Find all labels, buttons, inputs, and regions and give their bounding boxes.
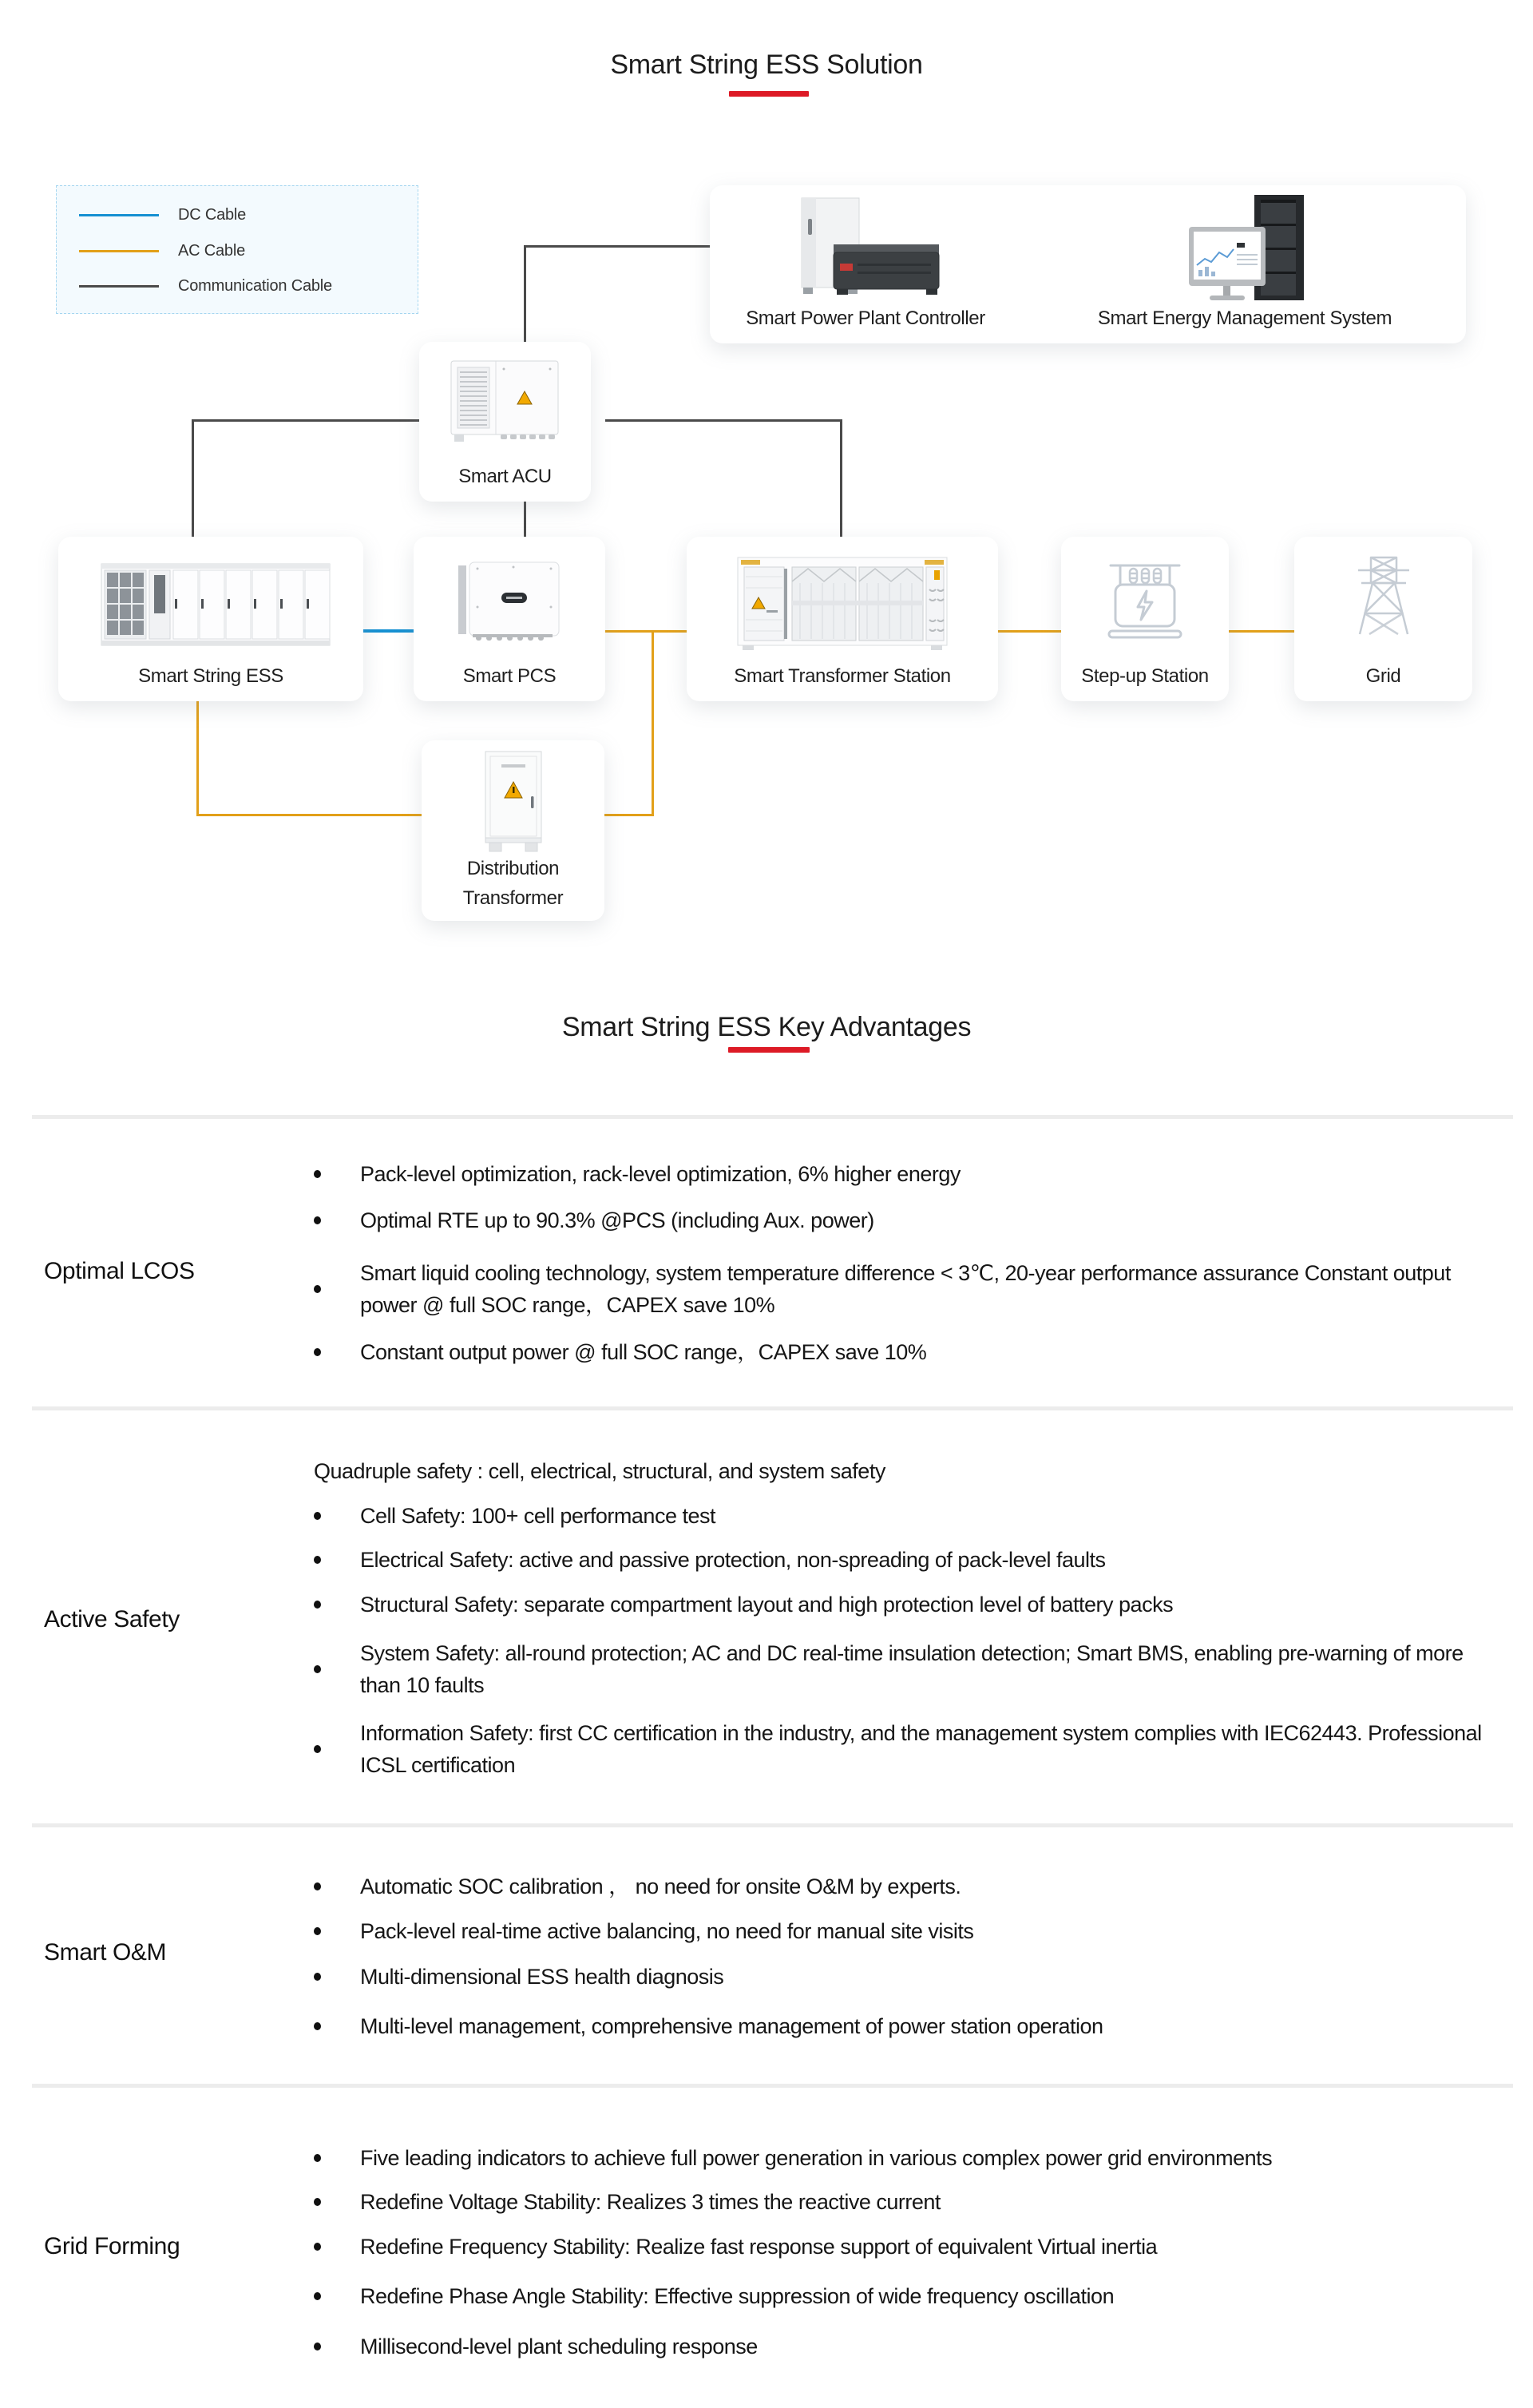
- bullet-dot-icon: [314, 1927, 321, 1935]
- smart-string-ess-image: [87, 557, 335, 653]
- bullet-dot-icon: [314, 2022, 321, 2030]
- stepup-label: Step-up Station: [1081, 665, 1209, 687]
- diagram-title: Smart String ESS Solution: [610, 50, 923, 80]
- step-up-station-card: [1061, 537, 1229, 701]
- bullet-text: Redefine Voltage Stability: Realizes 3 times the reactive current: [360, 2190, 941, 2214]
- bullet-dot-icon: [314, 1745, 321, 1753]
- bullet-item: [307, 1158, 1505, 1190]
- bullet-dot-icon: [314, 2243, 321, 2251]
- smart-transformer-station-image: [735, 551, 950, 655]
- bullet-text: System Safety: all-round protection; AC and DC real-time insulation detection; Smart BMS, enabling pre-warning of more than 10 faults: [360, 1641, 1464, 1697]
- section-intro: Quadruple safety : cell, electrical, structural, and system safety: [314, 1459, 885, 1483]
- legend-row-comm: [57, 277, 418, 295]
- smart-pcs-card: [414, 537, 605, 701]
- acu-label: Smart ACU: [458, 466, 552, 487]
- smart-pcs-image: [455, 559, 563, 642]
- advantages-title-underline: [728, 1047, 810, 1053]
- bullet-text: Multi-level management, comprehensive management of power station operation: [360, 2014, 1103, 2038]
- energy-management-system-image: [1157, 192, 1333, 313]
- bullet-text: Smart liquid cooling technology, system temperature difference < 3℃, 20-year performance assurance Constant output power @ full SOC range，CAPEX save 10%: [360, 1261, 1451, 1317]
- legend-label: AC Cable: [178, 242, 245, 260]
- bullet-dot-icon: [314, 1216, 321, 1224]
- bullet-text: Optimal RTE up to 90.3% @PCS (including Aux. power): [360, 1208, 874, 1232]
- section-label-grid-forming: Grid Forming: [44, 2233, 180, 2259]
- grid-label: Grid: [1365, 665, 1401, 687]
- smart-string-ess-card: [58, 537, 363, 701]
- ems-label: Smart Energy Management System: [1097, 307, 1392, 329]
- transformer-station-label: Smart Transformer Station: [734, 665, 951, 687]
- communication-cable-line: [524, 245, 526, 345]
- advantages-title: Smart String ESS Key Advantages: [561, 1012, 972, 1042]
- bullet-dot-icon: [314, 1601, 321, 1609]
- section-divider: [32, 1406, 1513, 1410]
- bullet-text: Cell Safety: 100+ cell performance test: [360, 1504, 715, 1528]
- legend-row-dc: [57, 206, 418, 224]
- diagram-title-underline: [729, 91, 809, 97]
- legend-label: Communication Cable: [178, 277, 332, 295]
- section-label-optimal-lcos: Optimal LCOS: [44, 1258, 195, 1284]
- bullet-item: [307, 1915, 1505, 1947]
- grid-tower-icon: [1350, 551, 1417, 639]
- bullet-item: [307, 2186, 1505, 2218]
- bullet-text: Information Safety: first CC certification in the industry, and the management system complies with IEC62443. Professional ICSL certification: [360, 1721, 1482, 1777]
- ac-cable-swatch-icon: [79, 250, 159, 252]
- communication-cable-line: [192, 419, 194, 539]
- bullet-item: [307, 1637, 1505, 1701]
- bullet-dot-icon: [314, 1285, 321, 1293]
- dc-cable-line: [363, 629, 414, 633]
- bullet-text: Multi-dimensional ESS health diagnosis: [360, 1965, 724, 1989]
- communication-cable-line: [840, 419, 842, 539]
- bullet-text: Redefine Phase Angle Stability: Effective suppression of wide frequency oscillation: [360, 2284, 1115, 2308]
- step-up-station-icon: [1101, 553, 1189, 642]
- controller-label: Smart Power Plant Controller: [746, 307, 985, 329]
- bullet-dot-icon: [314, 1665, 321, 1673]
- bullet-item: [307, 2142, 1505, 2174]
- bullet-item: [307, 2280, 1505, 2312]
- communication-cable-swatch-icon: [79, 285, 159, 288]
- bullet-item: [307, 1717, 1505, 1781]
- ess-label: Smart String ESS: [138, 665, 283, 687]
- bullet-dot-icon: [314, 1512, 321, 1520]
- bullet-dot-icon: [314, 2343, 321, 2350]
- bullet-dot-icon: [314, 1556, 321, 1564]
- bullet-dot-icon: [314, 2198, 321, 2206]
- pcs-label: Smart PCS: [462, 665, 557, 687]
- smart-acu-card: [419, 342, 591, 502]
- ac-cable-line: [196, 701, 199, 816]
- bullet-dot-icon: [314, 2292, 321, 2300]
- bullet-text: Pack-level real-time active balancing, no need for manual site visits: [360, 1919, 974, 1943]
- bullet-item: [307, 1870, 1505, 1902]
- communication-cable-line: [524, 245, 710, 248]
- bullet-item: [307, 1589, 1505, 1621]
- bullet-item: [307, 1336, 1505, 1368]
- bullet-text: Constant output power @ full SOC range，CAPEX save 10%: [360, 1340, 927, 1364]
- bullet-item: [307, 1257, 1505, 1321]
- ac-cable-line: [1229, 630, 1294, 633]
- bullet-item: [307, 2331, 1505, 2362]
- distribution-transformer-card: [422, 740, 604, 921]
- section-divider: [32, 1823, 1513, 1827]
- legend-label: DC Cable: [178, 206, 247, 224]
- smart-transformer-station-card: [687, 537, 998, 701]
- bullet-item: [307, 2010, 1505, 2042]
- section-divider: [32, 2084, 1513, 2088]
- bullet-dot-icon: [314, 1348, 321, 1356]
- bullet-dot-icon: [314, 1170, 321, 1178]
- cable-legend: [56, 185, 418, 314]
- section-label-smart-om: Smart O&M: [44, 1939, 167, 1966]
- ac-cable-line: [605, 630, 687, 633]
- ac-cable-line: [652, 630, 654, 816]
- bullet-item: [307, 2231, 1505, 2263]
- legend-row-ac: [57, 242, 418, 260]
- controller-ems-card: [710, 185, 1466, 343]
- bullet-text: Five leading indicators to achieve full power generation in various complex power grid environments: [360, 2146, 1273, 2170]
- communication-cable-line: [192, 419, 419, 422]
- bullet-item: [307, 1961, 1505, 1993]
- section-divider: [32, 1115, 1513, 1119]
- section-label-active-safety: Active Safety: [44, 1606, 180, 1632]
- bullet-text: Automatic SOC calibration ， no need for onsite O&M by experts.: [360, 1874, 961, 1898]
- communication-cable-line: [524, 502, 526, 539]
- bullet-text: Pack-level optimization, rack-level optimization, 6% higher energy: [360, 1162, 961, 1186]
- communication-cable-line: [605, 419, 842, 422]
- bullet-text: Electrical Safety: active and passive protection, non-spreading of pack-level faults: [360, 1548, 1106, 1572]
- dc-cable-swatch-icon: [79, 214, 159, 216]
- dist-transformer-label: Distribution Transformer: [462, 858, 564, 909]
- smart-acu-image: [445, 358, 564, 444]
- distribution-transformer-image: [477, 748, 549, 859]
- grid-card: [1294, 537, 1472, 701]
- bullet-item: [307, 1544, 1505, 1576]
- bullet-dot-icon: [314, 2154, 321, 2162]
- bullet-text: Structural Safety: separate compartment layout and high protection level of battery packs: [360, 1593, 1174, 1617]
- power-plant-controller-image: [778, 195, 945, 311]
- bullet-text: Redefine Frequency Stability: Realize fast response support of equivalent Virtual inertia: [360, 2235, 1158, 2259]
- bullet-dot-icon: [314, 1882, 321, 1890]
- bullet-dot-icon: [314, 1973, 321, 1981]
- bullet-item: [307, 1500, 1505, 1532]
- bullet-item: [307, 1204, 1505, 1236]
- bullet-text: Millisecond-level plant scheduling response: [360, 2335, 758, 2358]
- ac-cable-line: [998, 630, 1061, 633]
